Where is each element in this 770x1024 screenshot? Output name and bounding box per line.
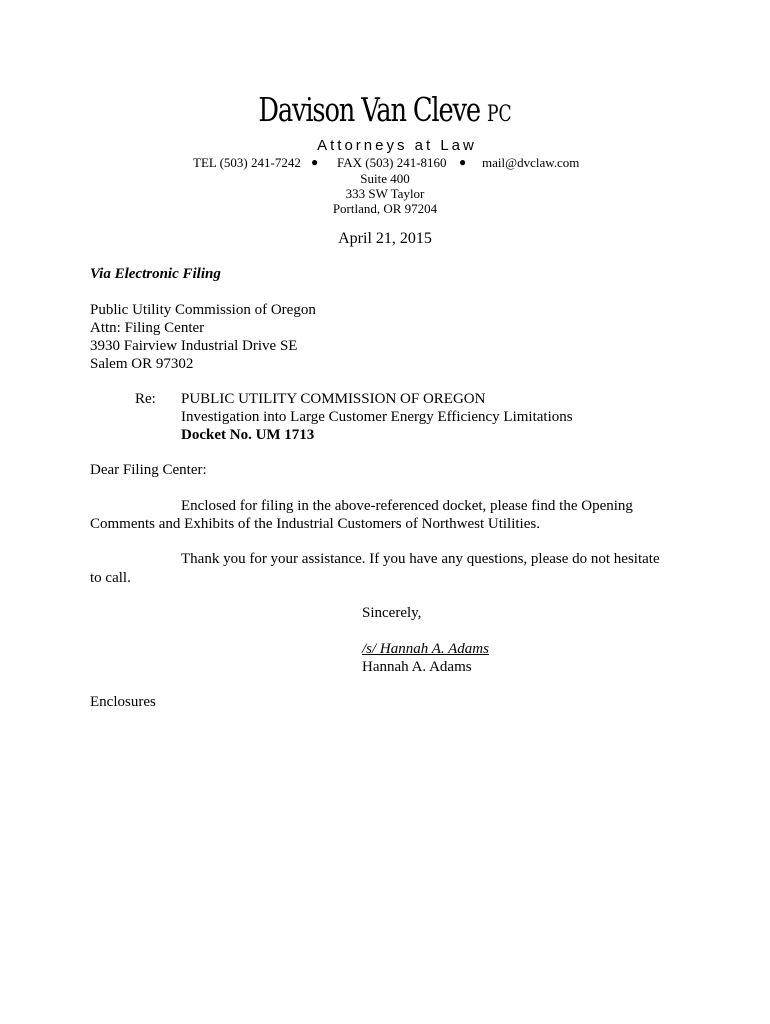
paragraph-line: to call.	[90, 570, 131, 586]
paragraph-line: Thank you for your assistance. If you have any questions, please do not hesitate	[181, 551, 660, 567]
re-line: Investigation into Large Customer Energy Efficiency Limitations	[181, 409, 573, 425]
firm-name	[85, 90, 686, 135]
address-street: 333 SW Taylor	[345, 186, 425, 201]
re-line: PUBLIC UTILITY COMMISSION OF OREGON	[181, 391, 486, 407]
enclosures-note: Enclosures	[90, 694, 156, 710]
separator-bullet: ●	[459, 155, 467, 169]
recipient-line: Attn: Filing Center	[90, 320, 205, 336]
valediction: Sincerely,	[362, 605, 422, 621]
paragraph-line: Comments and Exhibits of the Industrial Customers of Northwest Utilities.	[90, 516, 540, 532]
firm-suffix: PC	[486, 102, 512, 127]
re-label: Re:	[135, 391, 156, 407]
address-suite: Suite 400	[360, 171, 410, 186]
paragraph-line: Enclosed for filing in the above-referenced docket, please find the Opening	[181, 498, 633, 514]
electronic-signature: /s/ Hannah A. Adams	[362, 641, 489, 657]
recipient-line: Salem OR 97302	[90, 356, 194, 372]
email-address: mail@dvclaw.com	[482, 155, 580, 170]
signer-name: Hannah A. Adams	[362, 659, 472, 675]
recipient-line: 3930 Fairview Industrial Drive SE	[90, 338, 298, 354]
phone-number: TEL (503) 241-7242	[193, 155, 301, 170]
salutation: Dear Filing Center:	[90, 462, 207, 478]
firm-tagline: Attorneys at Law	[317, 137, 477, 154]
letter-date: April 21, 2015	[338, 230, 432, 247]
docket-number: Docket No. UM 1713	[181, 427, 315, 443]
separator-bullet: ●	[311, 155, 319, 169]
fax-number: FAX (503) 241-8160	[337, 155, 447, 170]
delivery-method: Via Electronic Filing	[90, 266, 221, 282]
recipient-line: Public Utility Commission of Oregon	[90, 302, 316, 318]
address-city: Portland, OR 97204	[332, 201, 438, 216]
firm-name-text: Davison Van Cleve	[258, 90, 480, 129]
